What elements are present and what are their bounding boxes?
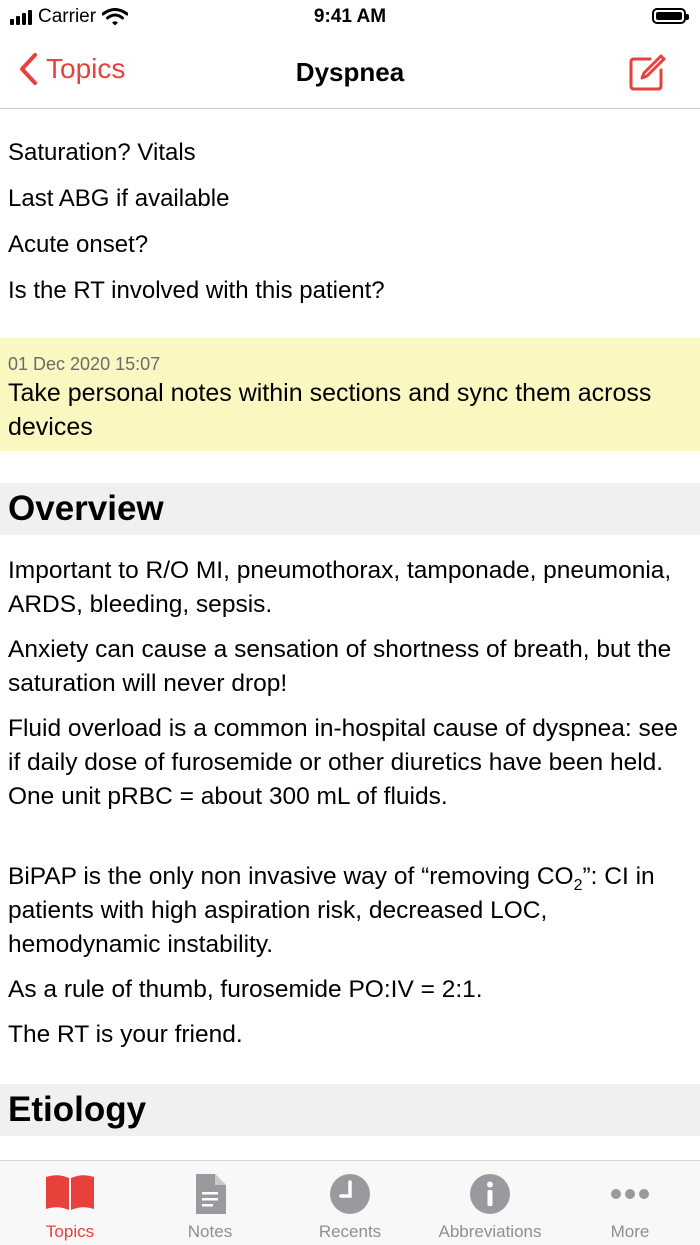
tab-bar <box>0 1160 700 1245</box>
note-text: Take personal notes within sections and sync them across devices <box>8 379 652 441</box>
clock-icon <box>329 1173 371 1215</box>
tab-notes[interactable] <box>140 1161 280 1245</box>
book-icon <box>44 1173 96 1211</box>
overview-paragraph: Fluid overload is a common in-hospital cause of dyspnea: see if daily dose of furosemide or other diuretics have been held. One unit pRBC = about 300 mL of fluids. <box>8 715 679 810</box>
status-time: 9:41 AM <box>313 6 387 27</box>
document-icon <box>193 1173 227 1215</box>
etiology-heading: Etiology <box>8 1090 147 1129</box>
section-heading-overview <box>0 483 700 535</box>
overview-paragraph: As a rule of thumb, furosemide PO:IV = 2:1. <box>8 976 483 1003</box>
carrier-label: Carrier <box>38 6 97 27</box>
tab-label: Abbreviations <box>438 1222 542 1241</box>
tab-label: Recents <box>318 1222 382 1241</box>
tab-abbreviations[interactable] <box>420 1161 560 1245</box>
tab-label: More <box>610 1222 650 1241</box>
lead-line: Last ABG if available <box>8 185 230 212</box>
navigation-bar <box>0 36 700 109</box>
lead-line: Is the RT involved with this patient? <box>8 277 385 304</box>
tab-more[interactable] <box>560 1161 700 1245</box>
section-heading-etiology <box>0 1084 700 1136</box>
lead-line: Acute onset? <box>8 231 149 258</box>
overview-heading: Overview <box>8 489 164 528</box>
info-icon <box>469 1173 511 1215</box>
overview-paragraph-bipap <box>8 860 694 962</box>
bipap-text-end: ”: CI in patients with high aspiration risk, decreased LOC, hemodynamic instability. <box>8 863 655 958</box>
bipap-text-start: BiPAP is the only non invasive way of “removing CO <box>8 863 574 890</box>
status-bar <box>0 0 700 36</box>
personal-note[interactable] <box>0 338 700 451</box>
lead-list <box>0 109 700 314</box>
back-button-label: Topics <box>46 53 126 84</box>
tab-label: Notes <box>187 1222 233 1241</box>
compose-icon[interactable] <box>628 54 666 92</box>
battery-icon <box>652 8 686 24</box>
note-date: 01 Dec 2020 15:07 <box>8 354 161 374</box>
co2-subscript: 2 <box>573 876 583 894</box>
tab-recents[interactable] <box>280 1161 420 1245</box>
tab-label: Topics <box>45 1222 95 1241</box>
lead-line: Saturation? Vitals <box>8 139 196 166</box>
ellipsis-icon <box>609 1173 651 1215</box>
content-scroll[interactable] <box>0 109 700 1160</box>
tab-topics[interactable] <box>0 1161 140 1245</box>
overview-paragraph: The RT is your friend. <box>8 1021 243 1048</box>
page-title: Dyspnea <box>295 57 405 87</box>
overview-paragraph: Anxiety can cause a sensation of shortness of breath, but the saturation will never drop! <box>8 636 672 697</box>
overview-paragraph: Important to R/O MI, pneumothorax, tamponade, pneumonia, ARDS, bleeding, sepsis. <box>8 557 672 618</box>
